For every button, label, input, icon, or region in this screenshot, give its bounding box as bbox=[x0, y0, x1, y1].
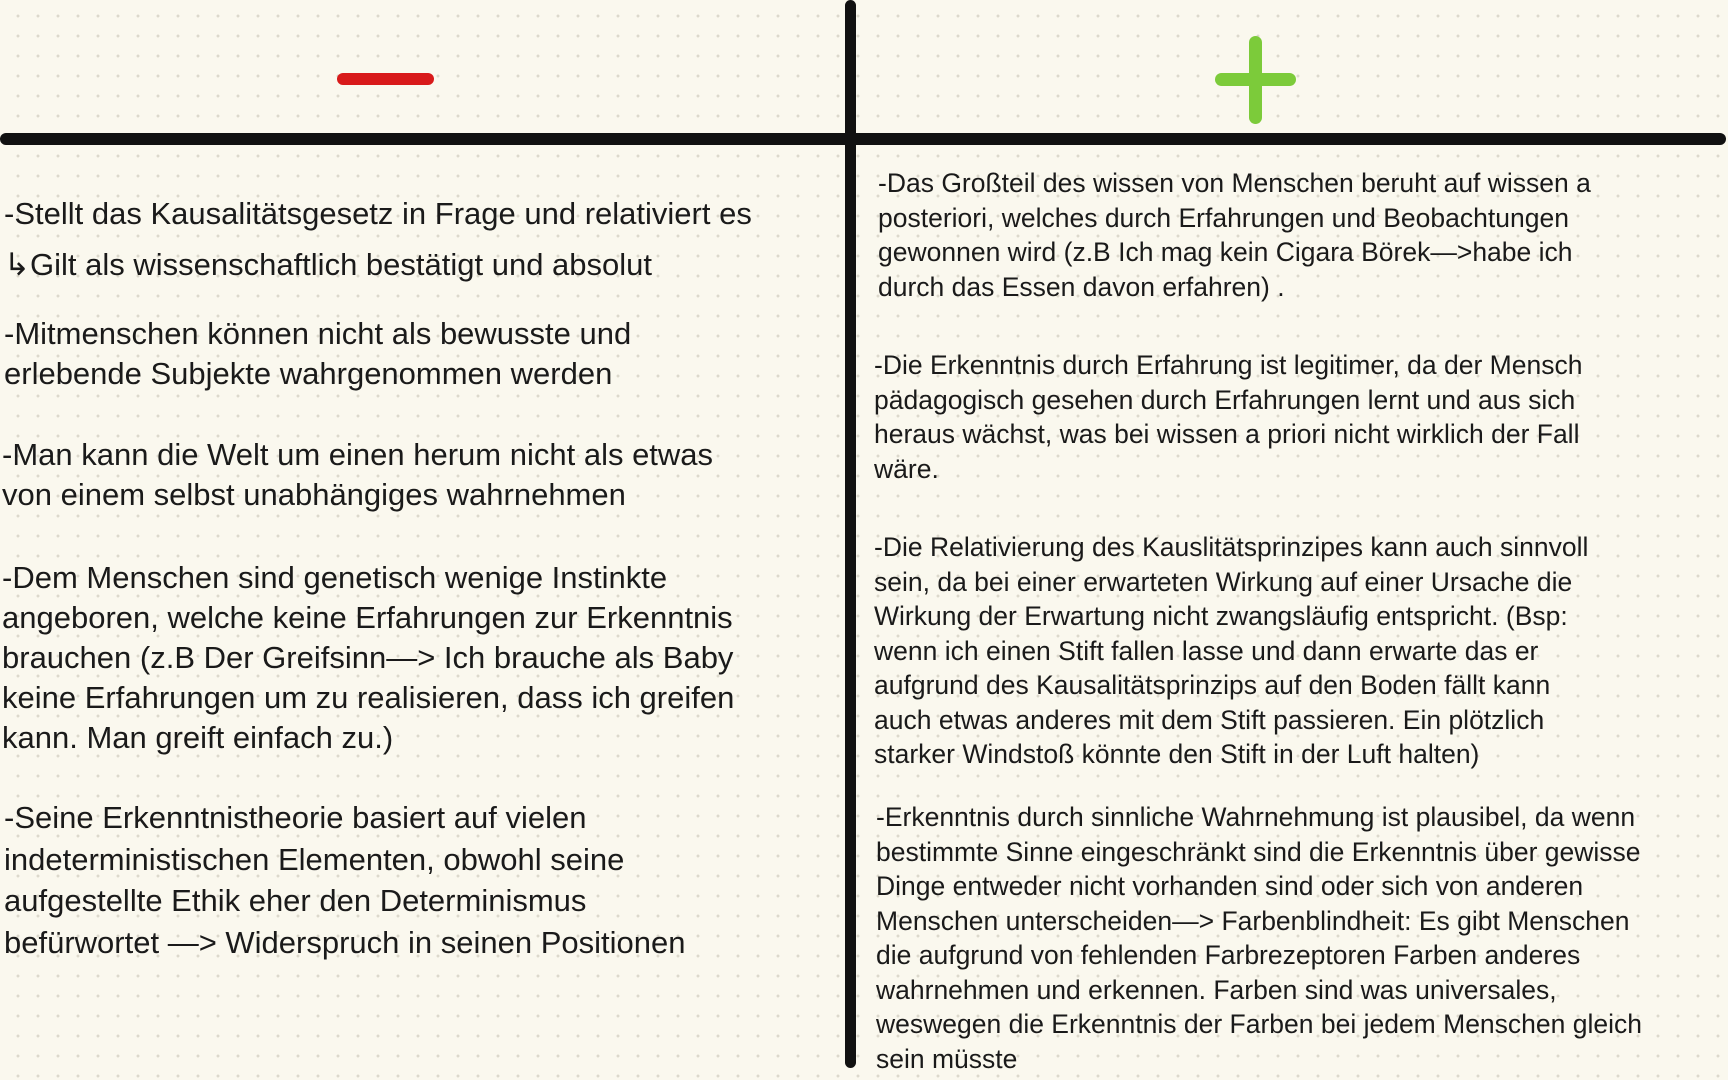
plus-icon bbox=[1215, 36, 1296, 124]
plus-item-sensory-perception: -Erkenntnis durch sinnliche Wahrnehmung ist plausibel, da wenn bestimmte Sinne eingeschränkt sind die Erkenntnis über gewisse Dinge entweder nicht vorhanden sind oder sich von anderen Menschen unterscheiden—> Farbenblindheit: Es gibt Menschen die aufgrund von fehlenden Farbrezeptoren Farben anderes wahrnehmen und erkennen. Farben sind was universales, weswegen die Erkenntnis der Farben bei jedem Menschen gleich sein müsste bbox=[876, 802, 1642, 1074]
minus-icon bbox=[337, 73, 434, 85]
minus-item-causality: -Stellt das Kausalitätsgesetz in Frage und relativiert es bbox=[4, 196, 752, 231]
minus-item-world-perception: -Man kann die Welt um einen herum nicht als etwas von einem selbst unabhängiges wahrnehmen bbox=[2, 437, 714, 512]
minus-item-fellow-humans: -Mitmenschen können nicht als bewusste und erlebende Subjekte wahrgenommen werden bbox=[4, 316, 632, 391]
vertical-divider bbox=[845, 0, 856, 1068]
plus-item-causality-relativization: -Die Relativierung des Kauslitätsprinzipes kann auch sinnvoll sein, da bei einer erwarteten Wirkung auf einer Ursache die Wirkung der Erwartung nicht zwangsläufig entspricht. (Bsp: wenn ich einen Stift fallen lasse und dann erwarte das er aufgrund des Kausalitätsprinzips auf den Boden fällt kann auch etwas anderes mit dem Stift passieren. Ein plötzlich starker Windstoß könnte den Stift in der Luft halten) bbox=[874, 532, 1589, 769]
minus-item-causality-subpoint: ↳Gilt als wissenschaftlich bestätigt und absolut bbox=[4, 247, 653, 282]
plus-item-experience-legitimate: -Die Erkenntnis durch Erfahrung ist legitimer, da der Mensch pädagogisch gesehen durch Erfahrungen lernt und aus sich heraus wächst, was bei wissen a priori nicht wirklich der Fall wäre. bbox=[874, 350, 1583, 484]
minus-item-contradiction: -Seine Erkenntnistheorie basiert auf vielen indeterministischen Elementen, obwohl seine aufgestellte Ethik eher den Determinismus befürwortet —> Widerspruch in seinen Positionen bbox=[4, 800, 686, 960]
horizontal-divider bbox=[0, 133, 1726, 145]
plus-icon-vertical-bar bbox=[1249, 36, 1262, 124]
plus-item-a-posteriori: -Das Großteil des wissen von Menschen beruht auf wissen a posteriori, welches durch Erfahrungen und Beobachtungen gewonnen wird (z.B Ich mag kein Cigara Börek—>habe ich durch das Essen davon erfahren) . bbox=[878, 168, 1591, 302]
minus-item-instincts: -Dem Menschen sind genetisch wenige Instinkte angeboren, welche keine Erfahrungen zur Erkenntnis brauchen (z.B Der Greifsinn—> Ich brauche als Baby keine Erfahrungen um zu realisieren, dass ich greifen kann. Man greift einfach zu.) bbox=[2, 560, 735, 755]
